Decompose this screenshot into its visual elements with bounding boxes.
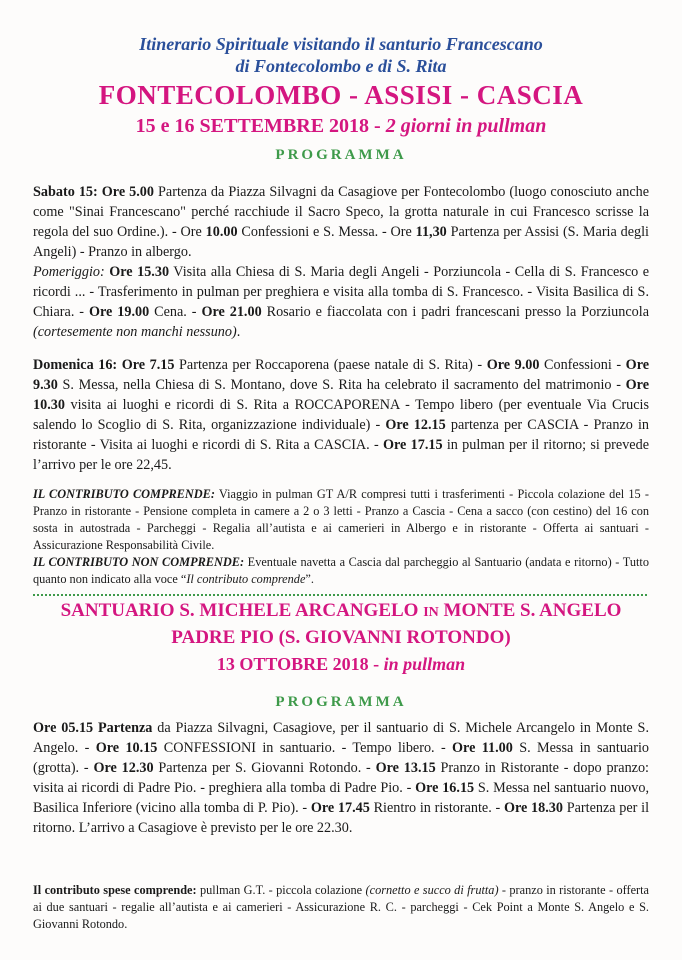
sabato-paragraph: [33, 182, 649, 342]
domenica-paragraph: [33, 355, 649, 475]
text: partenza per CASCIA - Pranzo in ristorante - Visita ai luoghi e ricordi di S. Rita a CASCIA. -: [33, 417, 649, 453]
text: S. Messa nel santuario nuovo, Basilica Inferiore (vicino alla tomba di P. Pio). -: [33, 780, 650, 816]
note: (cornetto e succo di frutta): [365, 883, 499, 897]
programma-heading-2: PROGRAMMA: [275, 694, 407, 710]
contributo-text: Viaggio in pulman GT A/R compresi tutti i trasferimenti - Piccola colazione del 15 - Pranzo in ristorante - Pensione completa in camere a 2 o 3 letti - Pranzo a Cascia - Cena a sacco (con cestino) del 16 con sosta in autostrada - Parcheggi - Regalia all’autista e ai camerieri in Albergo e in ristorante - Offerta ai santuari - Assicurazione Responsabilità Civile.: [33, 487, 649, 552]
domenica-day: Domenica 16:: [33, 357, 118, 373]
t: MONTE S. ANGELO: [438, 600, 622, 621]
time: Ore 13.15: [375, 760, 436, 776]
time: Ore 10.30: [33, 377, 649, 413]
time: Ore 05.15 Partenza: [33, 720, 153, 736]
text: Partenza per il ritorno. L’arrivo a Casagiove è previsto per le ore 22.30.: [33, 800, 650, 836]
time: Ore 16.15: [415, 780, 475, 796]
non-comprende-text: Eventuale navetta a Cascia dal parcheggio al Santuario (andata e ritorno) - Tutto quanto non indicato alla voce “: [33, 555, 649, 586]
ottobre-paragraph: [33, 718, 649, 838]
contributo-label: Il contributo spese comprende:: [33, 883, 197, 897]
text: visita ai luoghi e ricordi di S. Rita a ROCCAPORENA - Tempo libero (per eventuale Via Crucis salendo lo Scoglio di S. Rita, organizzazione individuale) -: [33, 397, 649, 433]
time: Ore 12.30: [93, 760, 154, 776]
text: Confessioni -: [539, 357, 626, 373]
sabato-day: Sabato 15:: [33, 184, 98, 200]
text: Partenza per Assisi (S. Maria degli Angeli) - Pranzo in albergo.: [33, 224, 649, 260]
text: Confessioni e S. Messa. - Ore: [237, 224, 416, 240]
time: 10.00: [205, 224, 238, 240]
text: Partenza per S. Giovanni Rotondo. -: [153, 760, 376, 776]
time: Ore 15.30: [109, 264, 170, 280]
text: Pranzo in Ristorante - dopo pranzo: visita ai ricordi di Padre Pio. - preghiera alla tomba di Padre Pio. -: [33, 760, 649, 796]
text: ”.: [305, 572, 314, 586]
date-subtitle: in pullman: [383, 654, 466, 674]
time: Ore 12.15: [385, 417, 446, 433]
t: IN: [423, 605, 439, 620]
section2-title-1: [0, 600, 682, 622]
note: (cortesemente non manchi nessuno): [33, 324, 237, 340]
text: Cena. -: [149, 304, 202, 320]
time: Ore 17.45: [310, 800, 370, 816]
text: Partenza per Roccaporena (paese natale di S. Rita) -: [174, 357, 487, 373]
time: Ore 11.00: [452, 740, 513, 756]
contributo-block-1: [33, 486, 649, 588]
pomeriggio-label: Pomeriggio:: [33, 264, 105, 280]
time: Ore 17.15: [382, 437, 443, 453]
text: Partenza da Piazza Silvagni da Casagiove per Fontecolombo (luogo conosciuto anche come "Sinai Francescano" perché racchiude il Sacro Speco, la grotta naturale in cui Francesco scrisse la regola del suo Ordine.). - Ore: [33, 184, 650, 240]
programma-heading-1: PROGRAMMA: [275, 147, 407, 163]
t: SANTUARIO S. MICHELE ARCANGELO: [60, 600, 424, 621]
quote: Il contributo comprende: [186, 572, 306, 586]
text: - pranzo in ristorante - offerta ai due santuari - regalie all’autista e ai camerieri - Assicurazione R. C. - parcheggi - Cek Point a Monte S. Angelo e S. Giovanni Rotondo.: [33, 883, 649, 931]
text: .: [236, 324, 241, 340]
text: S. Messa, nella Chiesa di S. Montano, dove S. Rita ha celebrato il sacramento del matrimonio -: [57, 377, 626, 393]
text: Rosario e fiaccolata con i padri francescani presso la Porziuncola: [261, 304, 649, 320]
time: Ore 5.00: [101, 184, 154, 200]
text: CONFESSIONI in santuario. - Tempo libero. -: [157, 740, 453, 756]
non-comprende-label: IL CONTRIBUTO NON COMPRENDE:: [33, 555, 245, 569]
time: Ore 9.00: [486, 357, 540, 373]
dotted-divider: [33, 594, 647, 596]
text: Visita alla Chiesa di S. Maria degli Angeli - Porziuncola - Cella di S. Francesco e ricordi ... - Trasferimento in pulman per preghiera e visita alla tomba di S. Francesco. - Visita Basilica di S. Chiara. -: [33, 264, 650, 320]
time: Ore 18.30: [503, 800, 563, 816]
page-title: FONTECOLOMBO - ASSISI - CASCIA: [98, 80, 584, 110]
intro-line-2: di Fontecolombo e di S. Rita: [235, 56, 447, 76]
text: da Piazza Silvagni, Casagiove, per il santuario di S. Michele Arcangelo in Monte S. Angelo. -: [33, 720, 649, 756]
date-text: 13 OTTOBRE 2018 -: [216, 654, 384, 674]
time: Ore 9.30: [33, 357, 650, 393]
contributo-block-2: [33, 882, 649, 933]
text: Rientro in ristorante. -: [369, 800, 504, 816]
time: Ore 19.00: [88, 304, 150, 320]
time: Ore 10.15: [95, 740, 158, 756]
dates-text: 15 e 16 SETTEMBRE 2018 -: [135, 115, 386, 137]
text: S. Messa in santuario (grotta). -: [33, 740, 649, 776]
section2-date: [0, 654, 682, 675]
time: Ore 21.00: [201, 304, 262, 320]
text: in pulman per il ritorno; si prevede l’arrivo per le ore 22,45.: [33, 437, 649, 473]
contributo-label: IL CONTRIBUTO COMPRENDE:: [33, 487, 215, 501]
text: pullman G.T. - piccola colazione: [196, 883, 366, 897]
event-dates: [0, 115, 682, 138]
time: 11,30: [415, 224, 447, 240]
dates-subtitle: 2 giorni in pullman: [385, 115, 547, 137]
intro-line-1: Itinerario Spirituale visitando il santurio Francescano: [139, 34, 543, 54]
section2-title-2: PADRE PIO (S. GIOVANNI ROTONDO): [171, 627, 511, 648]
time: Ore 7.15: [121, 357, 175, 373]
